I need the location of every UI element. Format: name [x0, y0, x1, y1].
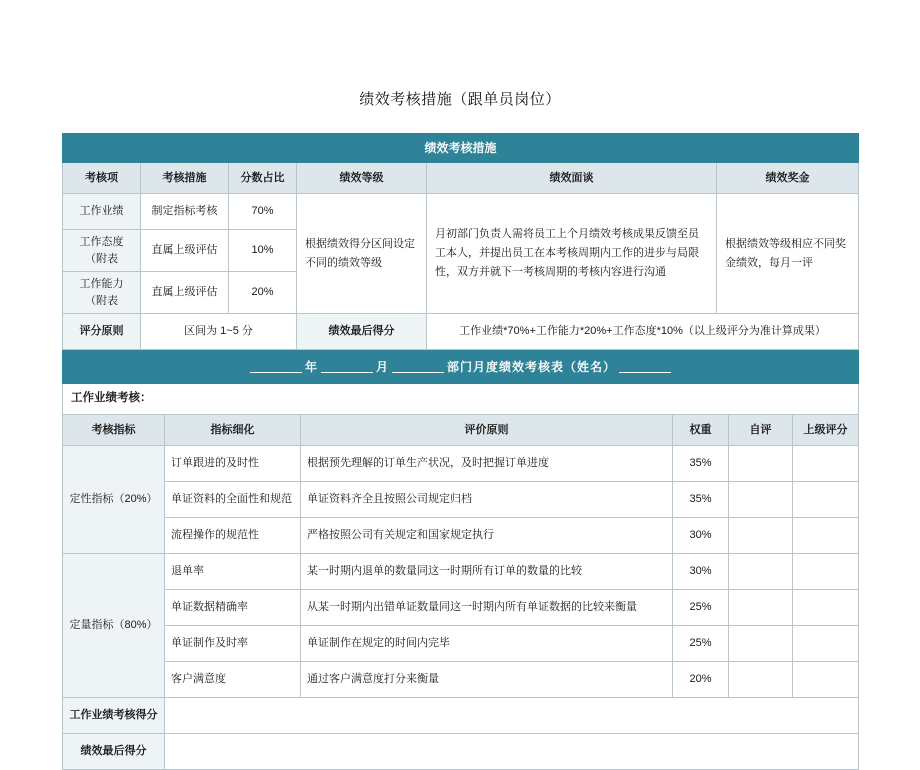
table1-measure-1: 直属上级评估 [141, 230, 229, 272]
table1-final-value: 工作业绩*70%+工作能力*20%+工作态度*10%（以上级评分为准计算成果） [427, 314, 859, 350]
table1-col-measure: 考核措施 [141, 163, 229, 194]
table1-principle-value: 区间为 1~5 分 [141, 314, 297, 350]
table2-g1-principle-2: 单证制作在规定的时间内完毕 [301, 626, 673, 662]
table1-col-item: 考核项 [63, 163, 141, 194]
table2-g0-detail-2: 流程操作的规范性 [165, 518, 301, 554]
table-row [63, 482, 859, 518]
table2-col-detail: 指标细化 [165, 415, 301, 446]
table1-weight-1: 10% [229, 230, 297, 272]
banner-year: 年 [305, 360, 319, 374]
table1-interview-text: 月初部门负责人需将员工上个月绩效考核成果反馈至员工本人，并提出员工在本考核周期内工作的进步与局限性，双方并就下一考核周期的考核内容进行沟通 [427, 194, 717, 314]
table2-footer-row [63, 698, 859, 734]
table2-group-1-name: 定量指标（80%） [63, 554, 165, 698]
table2-section-row [63, 384, 859, 415]
table1-header-row [63, 163, 859, 194]
table-row [63, 590, 859, 626]
banner-suffix: 部门月度绩效考核表（姓名） [447, 360, 617, 374]
banner-blank-2 [321, 360, 373, 373]
table1-col-bonus: 绩效奖金 [717, 163, 859, 194]
table2-g0-superior-2[interactable] [793, 518, 859, 554]
table2-g0-weight-1: 35% [673, 482, 729, 518]
table-row [63, 554, 859, 590]
table2-group-0-name: 定性指标（20%） [63, 446, 165, 554]
table2-g0-principle-0: 根据预先理解的订单生产状况，及时把握订单进度 [301, 446, 673, 482]
banner-blank-4 [619, 360, 671, 373]
table2-g0-principle-1: 单证资料齐全且按照公司规定归档 [301, 482, 673, 518]
table1-grade-text: 根据绩效得分区间设定不同的绩效等级 [297, 194, 427, 314]
table2-g0-detail-1: 单证资料的全面性和规范 [165, 482, 301, 518]
table2-footer-row [63, 734, 859, 770]
table2-g1-self-3[interactable] [729, 662, 793, 698]
table2-header-row [63, 415, 859, 446]
table2-g0-detail-0: 订单跟进的及时性 [165, 446, 301, 482]
table2-g1-weight-2: 25% [673, 626, 729, 662]
page-title: 绩效考核措施（跟单员岗位） [359, 91, 561, 108]
performance-measures-table [62, 133, 859, 350]
table2-footer-value-0[interactable] [165, 698, 859, 734]
table1-item-0: 工作业绩 [63, 194, 141, 230]
table2-g1-superior-3[interactable] [793, 662, 859, 698]
table2-g1-weight-1: 25% [673, 590, 729, 626]
table2-g0-superior-1[interactable] [793, 482, 859, 518]
table2-g1-self-1[interactable] [729, 590, 793, 626]
banner-blank-1 [250, 360, 302, 373]
table2-g1-principle-0: 某一时期内退单的数量同这一时期所有订单的数量的比较 [301, 554, 673, 590]
table1-measure-0: 制定指标考核 [141, 194, 229, 230]
table2-banner [63, 351, 859, 384]
banner-month: 月 [376, 360, 390, 374]
table2-g1-principle-1: 从某一时期内出错单证数量同这一时期内所有单证数据的比较来衡量 [301, 590, 673, 626]
table2-footer-label-0: 工作业绩考核得分 [63, 698, 165, 734]
table1-final-label: 绩效最后得分 [297, 314, 427, 350]
table1-bonus-text: 根据绩效等级相应不同奖金绩效，每月一评 [717, 194, 859, 314]
table2-g1-superior-0[interactable] [793, 554, 859, 590]
table2-g1-weight-0: 30% [673, 554, 729, 590]
table1-col-grade: 绩效等级 [297, 163, 427, 194]
table2-g1-detail-2: 单证制作及时率 [165, 626, 301, 662]
table-row [63, 446, 859, 482]
table2-g1-detail-0: 退单率 [165, 554, 301, 590]
table2-g0-principle-2: 严格按照公司有关规定和国家规定执行 [301, 518, 673, 554]
table-row [63, 194, 859, 230]
table2-col-weight: 权重 [673, 415, 729, 446]
table2-g1-weight-3: 20% [673, 662, 729, 698]
table1-measure-2: 直属上级评估 [141, 272, 229, 314]
table2-g1-superior-1[interactable] [793, 590, 859, 626]
table1-weight-2: 20% [229, 272, 297, 314]
table2-footer-label-1: 绩效最后得分 [63, 734, 165, 770]
table2-g0-self-0[interactable] [729, 446, 793, 482]
table1-item-2: 工作能力（附表 [63, 272, 141, 314]
table2-banner-row [63, 351, 859, 384]
monthly-appraisal-table [62, 350, 859, 770]
table1-col-interview: 绩效面谈 [427, 163, 717, 194]
table1-principle-row [63, 314, 859, 350]
table2-g1-superior-2[interactable] [793, 626, 859, 662]
table-row [63, 626, 859, 662]
table2-g1-self-2[interactable] [729, 626, 793, 662]
table2-g0-superior-0[interactable] [793, 446, 859, 482]
table1-principle-label: 评分原则 [63, 314, 141, 350]
banner-blank-3 [392, 360, 444, 373]
table1-banner: 绩效考核措施 [63, 134, 859, 163]
table1-weight-0: 70% [229, 194, 297, 230]
table2-g1-detail-1: 单证数据精确率 [165, 590, 301, 626]
table2-col-principle: 评价原则 [301, 415, 673, 446]
table2-g1-principle-3: 通过客户满意度打分来衡量 [301, 662, 673, 698]
table2-g1-detail-3: 客户满意度 [165, 662, 301, 698]
table2-col-self: 自评 [729, 415, 793, 446]
table2-g0-weight-0: 35% [673, 446, 729, 482]
table1-item-1: 工作态度（附表 [63, 230, 141, 272]
table2-footer-value-1[interactable] [165, 734, 859, 770]
table1-banner-row [63, 134, 859, 163]
tables-container [62, 133, 858, 770]
table-row [63, 518, 859, 554]
table-row [63, 662, 859, 698]
table2-g0-self-2[interactable] [729, 518, 793, 554]
table2-g0-weight-2: 30% [673, 518, 729, 554]
table2-col-index: 考核指标 [63, 415, 165, 446]
table2-col-superior: 上级评分 [793, 415, 859, 446]
table1-col-weight: 分数占比 [229, 163, 297, 194]
table2-g0-self-1[interactable] [729, 482, 793, 518]
table2-g1-self-0[interactable] [729, 554, 793, 590]
table2-section-label: 工作业绩考核： [63, 384, 859, 415]
